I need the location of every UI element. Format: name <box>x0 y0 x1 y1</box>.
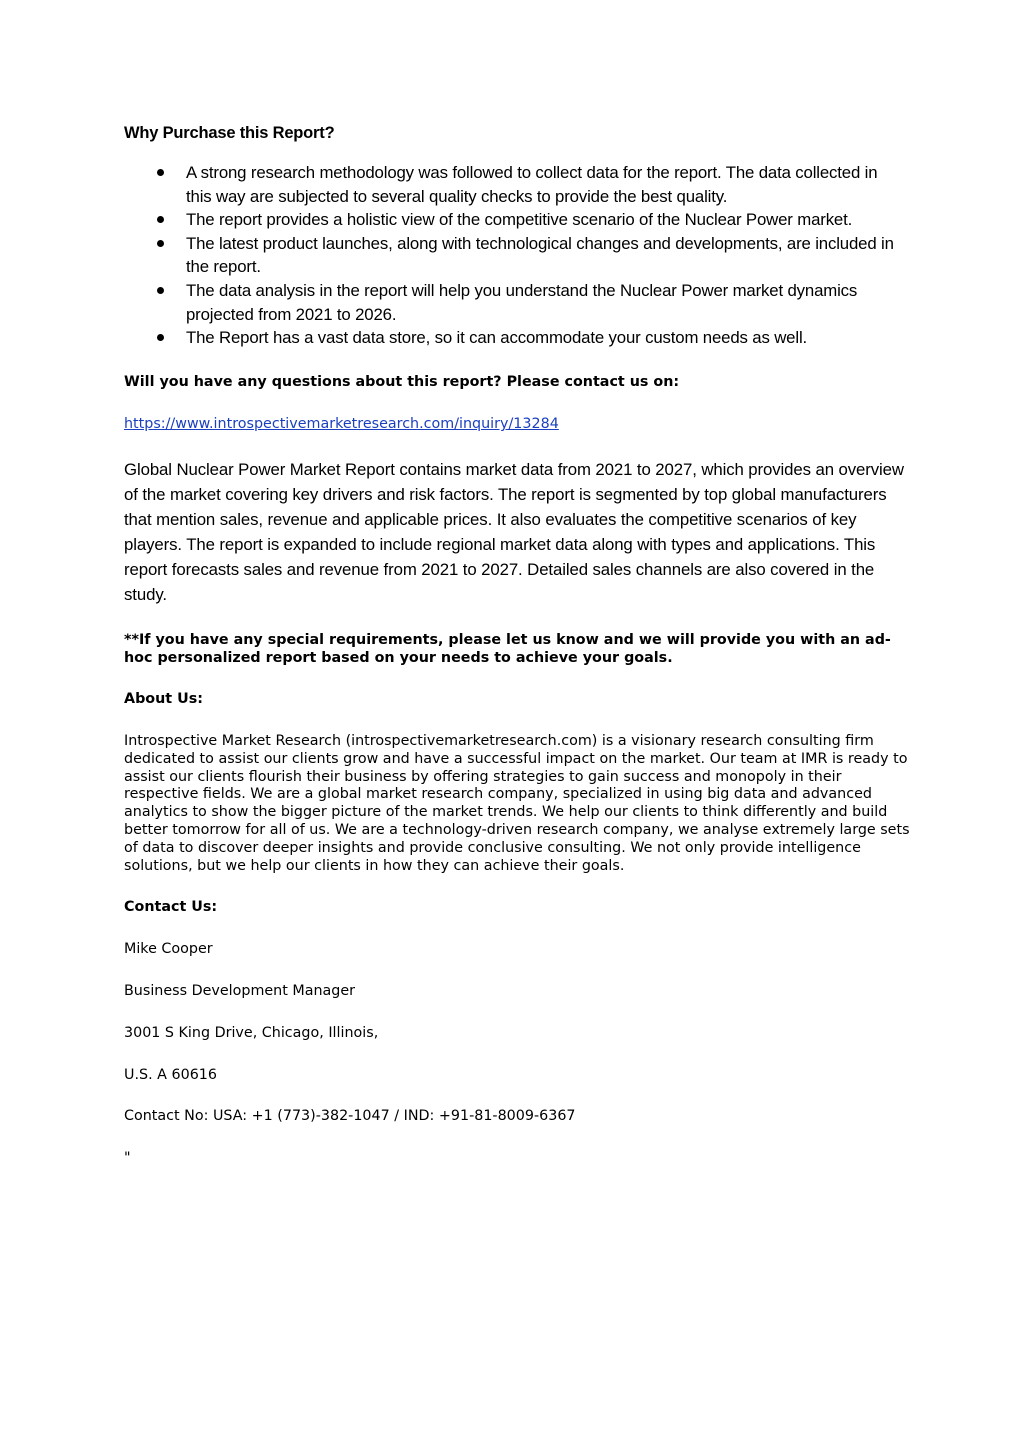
inquiry-link[interactable]: https://www.introspectivemarketresearch.com/inquiry/13284 <box>124 416 559 432</box>
contact-job-title: Business Development Manager <box>124 983 356 999</box>
why-purchase-heading: Why Purchase this Report? <box>124 124 335 142</box>
list-item <box>124 279 904 326</box>
list-item-text: The latest product launches, along with technological changes and developments, are included in the report. <box>186 233 894 277</box>
about-us-heading: About Us: <box>124 691 203 707</box>
contact-name: Mike Cooper <box>124 941 213 957</box>
list-item-text: The report provides a holistic view of the competitive scenario of the Nuclear Power market. <box>186 210 853 230</box>
bullet-icon <box>157 216 164 223</box>
list-item-text: The Report has a vast data store, so it can accommodate your custom needs as well. <box>186 328 808 348</box>
about-us-paragraph: Introspective Market Research (introspectivemarketresearch.com) is a visionary research consulting firm dedicated to assist our clients grow and have a successful impact on the market. Our team at IMR is ready to assist our clients flourish their business by offering strategies to gain success and monopoly in their respective fields. We are a global market research company, specialized in using big data and advanced analytics to show the bigger picture of the market trends. We help our clients to think differently and build better tomorrow for all of us. We are a technology-driven research company, we analyse extremely large sets of data to discover deeper insights and provide conclusive consulting. We not only provide intelligence solutions, but we help our clients in how they can achieve their goals. <box>124 733 910 874</box>
list-item-text: A strong research methodology was followed to collect data for the report. The data collected in this way are subjected to several quality checks to provide the best quality. <box>186 163 878 206</box>
why-purchase-list <box>124 161 904 350</box>
special-requirements-note: **If you have any special requirements, please let us know and we will provide you with an ad-hoc personalized report based on your needs to achieve your goals. <box>124 632 891 666</box>
questions-prompt: Will you have any questions about this report? Please contact us on: <box>124 374 680 390</box>
list-item <box>124 161 904 208</box>
contact-address-line1: 3001 S King Drive, Chicago, Illinois, <box>124 1025 379 1041</box>
market-overview-paragraph: Global Nuclear Power Market Report contains market data from 2021 to 2027, which provides an overview of the market covering key drivers and risk factors. The report is segmented by top global manufacturers that mention sales, revenue and applicable prices. It also evaluates the competitive scenarios of key players. The report is expanded to include regional market data along with types and applications. This report forecasts sales and revenue from 2021 to 2027. Detailed sales channels are also covered in the study. <box>124 460 904 604</box>
contact-address-line2: U.S. A 60616 <box>124 1067 217 1083</box>
list-item <box>124 232 904 279</box>
bullet-icon <box>157 240 164 247</box>
trailing-quote-mark: " <box>124 1150 131 1166</box>
list-item <box>124 326 904 350</box>
bullet-icon <box>157 287 164 294</box>
list-item-text: The data analysis in the report will help you understand the Nuclear Power market dynamics projected from 2021 to 2026. <box>186 280 858 324</box>
bullet-icon <box>157 169 164 176</box>
list-item <box>124 208 904 232</box>
contact-us-heading: Contact Us: <box>124 899 218 915</box>
contact-phone: Contact No: USA: +1 (773)-382-1047 / IND: +91-81-8009-6367 <box>124 1108 576 1124</box>
bullet-icon <box>157 334 164 341</box>
